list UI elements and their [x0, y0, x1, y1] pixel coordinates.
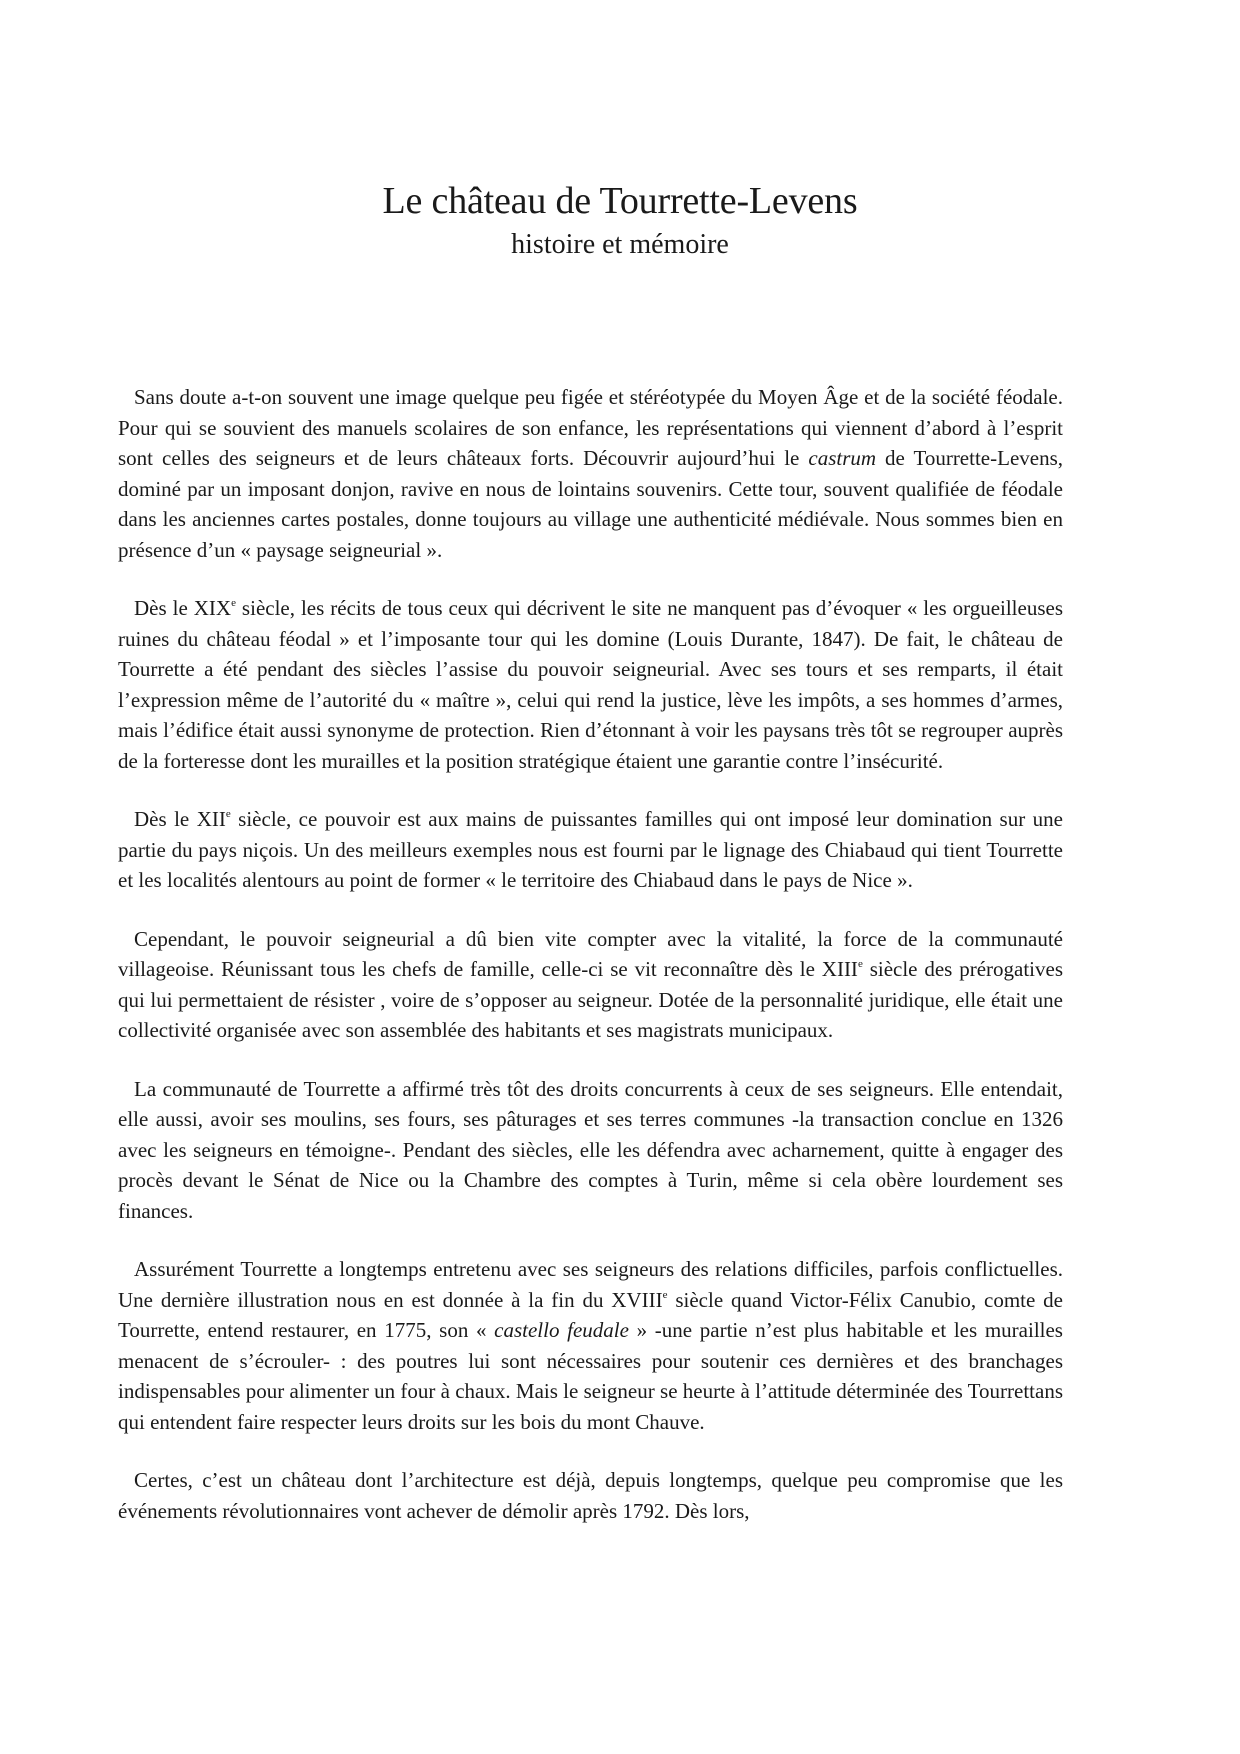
- paragraph: Sans doute a-t-on souvent une image quelque peu figée et stéréotypée du Moyen Âge et de la société féodale. Pour qui se souvient des manuels scolaires de son enfance, les représentations qui viennent d’abord à l’esprit sont celles des seigneurs et de leurs châteaux forts. Découvrir aujourd’hui le castrum de Tourrette-Levens, dominé par un imposant donjon, ravive en nous de lointains souvenirs. Cette tour, souvent qualifiée de féodale dans les anciennes cartes postales, donne toujours au village une authenticité médiévale. Nous sommes bien en présence d’un « paysage seigneurial ».: [118, 385, 1064, 562]
- page-subtitle: histoire et mémoire: [511, 229, 729, 260]
- ordinal-superscript: e: [225, 808, 231, 820]
- paragraph: Dès le XIIe siècle, ce pouvoir est aux mains de puissantes familles qui ont imposé leur domination sur une partie du pays niçois. Un des meilleurs exemples nous est fourni par le lignage des Chiabaud qui tient Tourrette et les localités alentours au point de former « le territoire des Chiabaud dans le pays de Nice ».: [118, 807, 1063, 892]
- paragraph: La communauté de Tourrette a affirmé très tôt des droits concurrents à ceux de ses seigneurs. Elle entendait, elle aussi, avoir ses moulins, ses fours, ses pâturages et ses terres communes -la transaction conclue en 1326 avec les seigneurs en témoigne-. Pendant des siècles, elle les défendra avec acharnement, quitte à engager des procès devant le Sénat de Nice ou la Chambre des comptes à Turin, même si cela obère lourdement ses finances.: [118, 1076, 1063, 1223]
- italic-term: castrum: [808, 446, 877, 470]
- page-title: Le château de Tourrette-Levens: [382, 180, 858, 222]
- ordinal-superscript: e: [857, 958, 863, 970]
- ordinal-superscript: e: [662, 1288, 668, 1301]
- ordinal-superscript: e: [231, 597, 236, 609]
- paragraph: Certes, c’est un château dont l’architecture est déjà, depuis longtemps, quelque peu compromise que les événements révolutionnaires vont achever de démolir après 1792. Dès lors,: [118, 1468, 1063, 1523]
- body-text: [118, 382, 1063, 1554]
- title-block: [0, 178, 1240, 262]
- paragraph: Assurément Tourrette a longtemps entretenu avec ses seigneurs des relations difficiles, parfois conflictuelles. Une dernière illustration nous en est donnée à la fin du XVIIIe siècle quand Victor-Félix Canubio, comte de Tourrette, entend restaurer, en 1775, son « castello feudale » -une partie n’est plus habitable et les murailles menacent de s’écrouler- : des poutres lui sont nécessaires pour soutenir ces dernières et des branchages indispensables pour alimenter un four à chaux. Mais le seigneur se heurte à l’attitude déterminée des Tourrettans qui entendent faire respecter leurs droits sur les bois du mont Chauve.: [118, 1257, 1063, 1434]
- italic-term: castello feudale: [494, 1318, 629, 1342]
- paragraph: Cependant, le pouvoir seigneurial a dû bien vite compter avec la vitalité, la force de la communauté villageoise. Réunissant tous les chefs de famille, celle-ci se vit reconnaître dès le XIIIe siècle des prérogatives qui lui permettaient de résister , voire de s’opposer au seigneur. Dotée de la personnalité juridique, elle était une collectivité organisée avec son assemblée des habitants et ses magistrats municipaux.: [118, 926, 1063, 1042]
- paragraph: Dès le XIXe siècle, les récits de tous ceux qui décrivent le site ne manquent pas d’évoquer « les orgueilleuses ruines du château féodal » et l’imposante tour qui les domine (Louis Durante, 1847). De fait, le château de Tourrette a été pendant des siècles l’assise du pouvoir seigneurial. Avec ses tours et ses remparts, il était l’expression même de l’autorité du « maître », celui qui rend la justice, lève les impôts, a ses hommes d’armes, mais l’édifice était aussi synonyme de protection. Rien d’étonnant à voir les paysans très tôt se regrouper auprès de la forteresse dont les murailles et la position stratégique étaient une garantie contre l’insécurité.: [118, 596, 1064, 773]
